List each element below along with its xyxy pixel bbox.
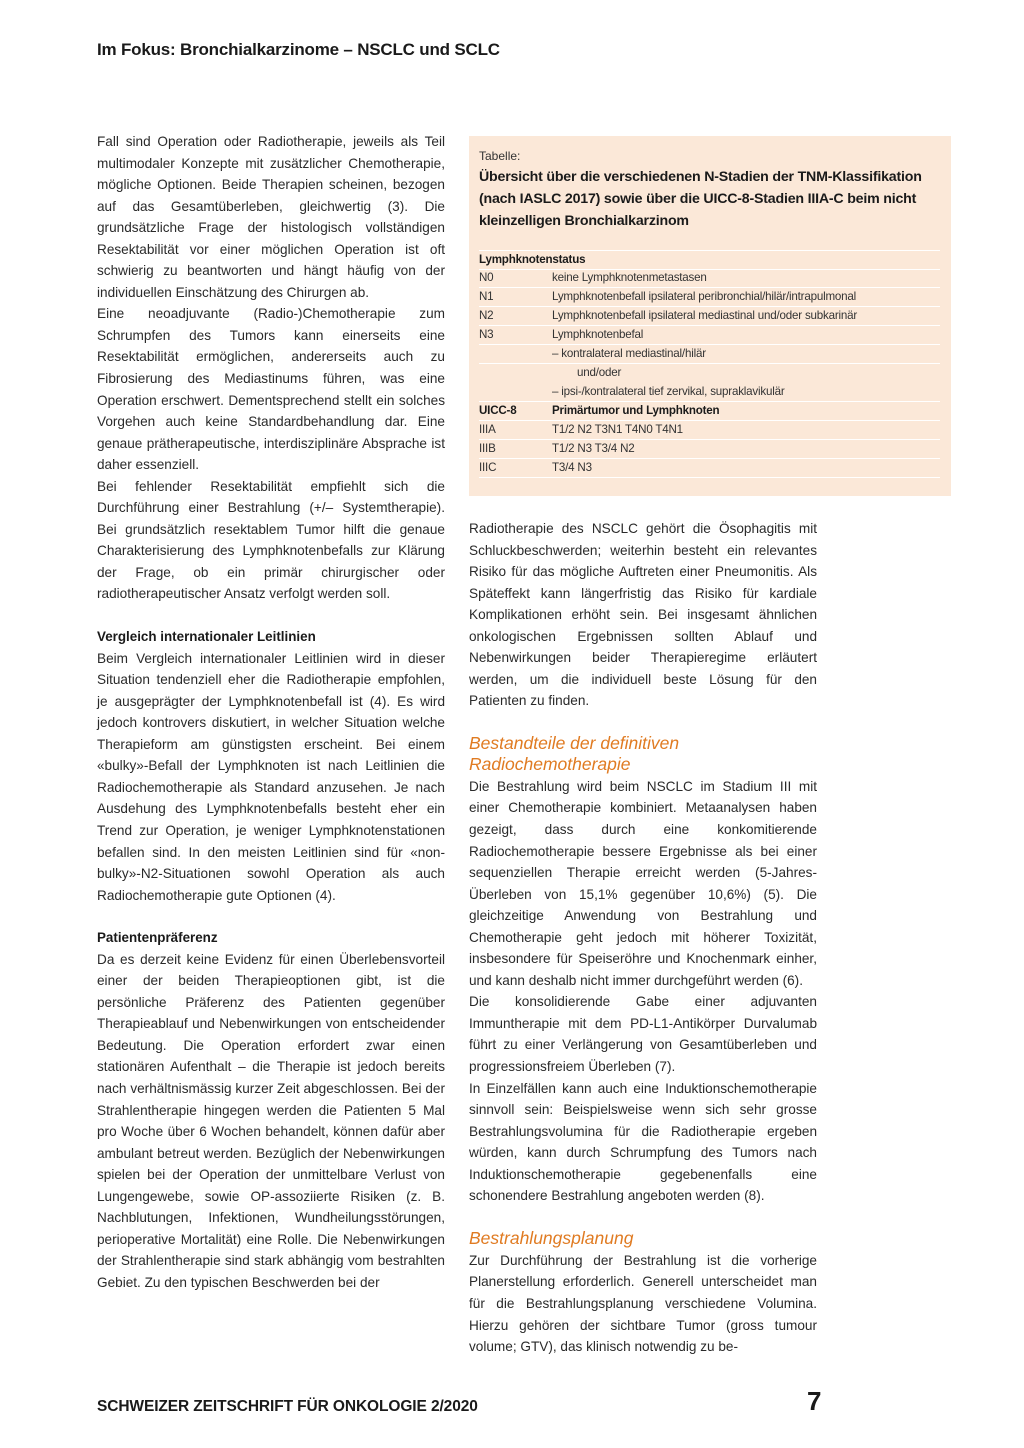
table-row: IIIA T1/2 N2 T3N1 T4N0 T4N1 bbox=[479, 421, 940, 440]
table-row: N3 Lymphknotenbefal bbox=[479, 326, 940, 345]
table-row: IIIC T3/4 N3 bbox=[479, 459, 940, 478]
subheading: Vergleich internationaler Leitlinien bbox=[97, 629, 316, 645]
table-label: Tabelle: bbox=[479, 149, 521, 163]
section-heading: Bestrahlungsplanung bbox=[469, 1227, 634, 1248]
table-row: – kontralateral mediastinal/hilär bbox=[479, 345, 940, 364]
right-column bbox=[469, 518, 817, 1358]
table-section-header: UICC-8 Primärtumor und Lymphknoten bbox=[479, 402, 940, 421]
paragraph: Beim Vergleich internationaler Leitlinien wird in dieser Situation tendenziell eher die Radiotherapie empfohlen, je ausgeprägter der Lymphknotenbefall ist (4). Es wird jedoch kontrovers diskutiert, in welcher Situation welche Therapieform am günstigsten erscheint. Bei einem «bulky»-Befall der Lymphknoten ist nach Leitlinien die Radiochemotherapie als Standard anzusehen. Je nach Ausdehung des Lymphknotenbefalls besteht eher ein Trend zur Operation, je weniger Lymphknotenstationen befallen sind. In den meisten Leitlinien sind für «non-bulky»-N2-Situationen sowohl Operation als auch Radiochemotherapie gute Optionen (4). bbox=[97, 650, 445, 903]
paragraph: Die Bestrahlung wird beim NSCLC im Stadium III mit einer Chemotherapie kombiniert. Metaanalysen haben gezeigt, dass durch eine konkomitierende Radiochemotherapie bessere Ergebnisse als bei einer sequenziellen Therapie erreicht werden (5-Jahres-Überleben von 15,1% gegenüber 10,6%) (5). Die gleichzeitige Anwendung von Bestrahlung und Chemotherapie geht jedoch mit höherer Toxizität, insbesondere für Speiseröhre und Knochenmark einher, und kann deshalb nicht immer durchgeführt werden (6). bbox=[469, 778, 817, 988]
paragraph: Radiotherapie des NSCLC gehört die Ösophagitis mit Schluckbeschwerden; weiterhin besteht ein relevantes Risiko für das mögliche Auftreten einer Pneumonitis. Als Spätеffekt kann längerfristig das Risiko für kardiale Komplikationen erhöht sein. Bei insgesamt ähnlichen onkologischen Ergebnissen sollten Ablauf und Nebenwirkungen beider Therapieregime erläutert werden, um die individuell beste Lösung für den Patienten zu finden. bbox=[469, 521, 817, 709]
running-header: Im Fokus: Bronchialkarzinome – NSCLC und SCLC bbox=[97, 40, 500, 59]
paragraph: Da es derzeit keine Evidenz für einen Überlebensvorteil einer der beiden Therapieoptionen gibt, ist die persönliche Präferenz des Patienten gegenüber Therapieablauf und Nebenwirkungen von entscheidender Bedeutung. Die Operation erfordert zwar einen stationären Aufenthalt – die Therapie ist jedoch bereits nach verhältnismässig kurzer Zeit abgeschlossen. Bei der Strahlentherapie hingegen werden die Patienten 5 Mal pro Woche über 6 Wochen behandelt, können dafür aber ambulant betreut werden. Bezüglich der Nebenwirkungen spielen bei der Operation der unmittelbare Verlust von Lungengewebe, sowie OP-assoziierte Risiken (z. B. Nachblutungen, Infektionen, Wundheilungsstörungen, perioperative Mortalität) eine Rolle. Die Nebenwirkungen der Strahlentherapie sind stark abhängig vom bestrahlten Gebiet. Zu den typischen Beschwerden bei der bbox=[97, 951, 445, 1290]
paragraph: Eine neoadjuvante (Radio-)Chemotherapie zum Schrumpfen des Tumors kann einerseits eine Resektabilität ermöglichen, andererseits auch zu Fibrosierung des Mediastinums führen, was eine Operation erschwert. Dementsprechend stellt ein solches Vorgehen auch keine Standardbehandlung dar. Eine genaue prätherapeutische, interdisziplinäre Absprache ist daher essenziell. bbox=[97, 306, 445, 473]
left-column bbox=[97, 131, 445, 1293]
table-title: Übersicht über die verschiedenen N-Stadien der TNM-Klassifikation (nach IASLC 2017) sowie über die UICC-8-Stadien IIIA-C beim nicht kleinzelligen Bronchialkarzinom bbox=[479, 169, 922, 229]
paragraph: Bei fehlender Resektabilität empfiehlt sich die Durchführung einer Bestrahlung (+/– Systemtherapie). Bei grundsätzlich resektablem Tumor hilft die genaue Charakterisierung des Lymphknotenbefalls zur Klärung der Frage, ob ein primär chirurgischer oder radiotherapeutischer Ansatz verfolgt werden soll. bbox=[97, 478, 445, 602]
page-number: 7 bbox=[807, 1386, 822, 1416]
table-row: und/oder bbox=[577, 366, 622, 379]
table-row: IIIB T1/2 N3 T3/4 N2 bbox=[479, 440, 940, 459]
table-section-header: Lymphknotenstatus bbox=[479, 250, 940, 270]
paragraph: Die konsolidierende Gabe einer adjuvanten Immuntherapie mit dem PD-L1-Antikörper Durvalumab führt zu einer Verlängerung von Gesamtüberleben und progressionsfreiem Überleben (7). bbox=[469, 994, 817, 1075]
table-row: N2 Lymphknotenbefall ipsilateral mediastinal und/oder subkarinär bbox=[479, 307, 940, 326]
table-row: N1 Lymphknotenbefall ipsilateral peribronchial/hilär/intrapulmonal bbox=[479, 288, 940, 307]
section-heading: Bestandteile der definitiven Radiochemotherapie bbox=[469, 732, 680, 774]
paragraph: Zur Durchführung der Bestrahlung ist die vorherige Planerstellung erforderlich. Generell unterscheidet man für die Bestrahlungsplanung verschiedene Volumina. Hierzu gehören der sichtbare Tumor (gross tumour volume; GTV), das klinisch notwendig zu be- bbox=[469, 1252, 817, 1355]
paragraph: In Einzelfällen kann auch eine Induktionschemotherapie sinnvoll sein: Beispielsweise wenn sich sehr grosse Bestrahlungsvolumina für die Radiotherapie ergeben würden, kann durch Schrumpfung des Tumors nach Induktionschemotherapie gegebenenfalls eine schonendere Bestrahlung angeboten werden (8). bbox=[469, 1080, 817, 1204]
subheading: Patientenpräferenz bbox=[97, 930, 218, 946]
table-box bbox=[469, 136, 951, 496]
paragraph: Fall sind Operation oder Radiotherapie, jeweils als Teil multimodaler Konzepte mit zusätzlicher Chemotherapie, mögliche Optionen. Beide Therapien scheinen, bezogen auf das Gesamtüberleben, gleichwertig (3). Die grundsätzliche Frage der histologisch vollständigen Resektabilität vor einer möglichen Operation ist oft schwierig zu beantworten und hängt häufig von der individuellen Einschätzung des Chirurgen ab. bbox=[97, 134, 445, 300]
journal-footer: SCHWEIZER ZEITSCHRIFT FÜR ONKOLOGIE 2/2020 bbox=[97, 1398, 478, 1415]
table-row: N0 keine Lymphknotenmetastasen bbox=[479, 269, 940, 288]
table-row: – ipsi-/kontralateral tief zervikal, supraklavikulär bbox=[479, 383, 940, 402]
